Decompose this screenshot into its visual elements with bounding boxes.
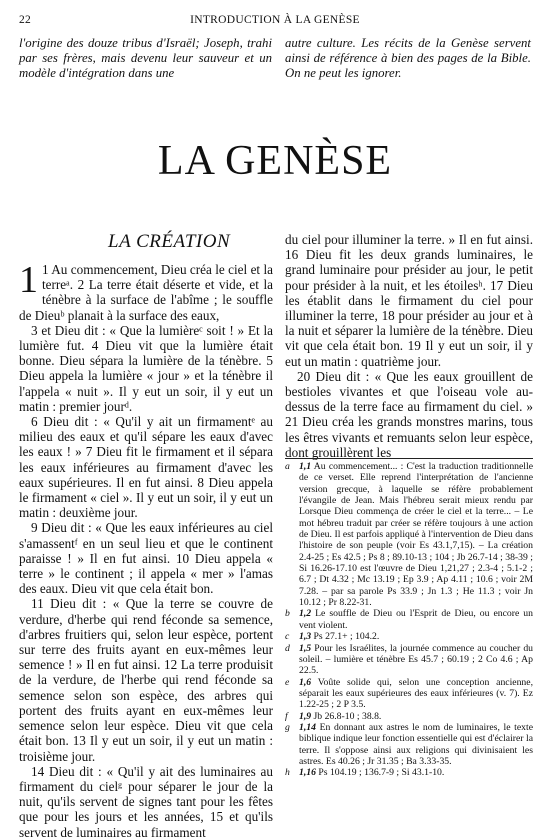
text-column-right — [285, 232, 533, 460]
verse-paragraph: 1 Au commencement, Dieu créa le ciel et la terreᵃ. 2 La terre était déserte et vide, et la ténèbre à la surface de l'abîme ; le souffle de Dieuᵇ planait à la surface des eaux, — [19, 262, 273, 323]
verse-paragraph: 9 Dieu dit : « Que les eaux inférieures au ciel s'amassentᶠ en un seul lieu et que le continent paraisse ! » Il en fut ainsi. 10 Dieu appela « terre » le continent ; il appela « mer » l'amas des eaux. Dieu vit que cela était bon. — [19, 520, 273, 597]
footnote — [285, 643, 533, 677]
footnote — [285, 677, 533, 711]
footnote-letter: f — [285, 710, 288, 722]
footnote-text: Le souffle de Dieu ou l'Esprit de Dieu, ou encore un vent violent. — [299, 608, 533, 631]
page-number: 22 — [19, 14, 32, 26]
footnote-reference: 1,16 — [299, 767, 316, 779]
intro-paragraph-left: l'origine des douze tribus d'Israël; Joseph, trahi par ses frères, mais devenu leur sauveur et un modèle d'intégration dans une — [19, 36, 272, 81]
intro-paragraph-right: autre culture. Les récits de la Genèse servent ainsi de référence à bien des pages de la Bible. On ne peut les ignorer. — [285, 36, 531, 81]
footnote-letter: h — [285, 767, 290, 779]
footnote-reference: 1,2 — [299, 608, 312, 620]
footnotes — [285, 458, 533, 779]
footnote-text: Jb 26.8-10 ; 38.8. — [313, 710, 382, 722]
verse-paragraph: 3 et Dieu dit : « Que la lumièreᶜ soit ! » Et la lumière fut. 4 Dieu vit que la lumière était bonne. Dieu sépara la lumière de la ténèbre. 5 Dieu appela la lumière « jour » et la ténèbre il l'appela « nuit ». Il y eut un soir, il y eut un matin : premier jourᵈ. — [19, 322, 273, 414]
footnote-reference: 1,5 — [299, 642, 312, 654]
footnote-letter: e — [285, 676, 290, 688]
footnote-reference: 1,14 — [299, 721, 316, 733]
footnote-reference: 1,9 — [299, 710, 312, 722]
footnote — [285, 711, 533, 722]
footnote-reference: 1,1 — [299, 461, 312, 472]
footnote-letter: b — [285, 608, 290, 620]
footnote-letter: a — [285, 461, 290, 472]
footnote-text: Ps 27.1+ ; 104.2. — [313, 631, 380, 643]
running-header — [19, 14, 531, 30]
verse-paragraph: 20 Dieu dit : « Que les eaux grouillent de bestioles vivantes et que l'oiseau vole au-dessus de la terre face au firmament du ciel. » 21 Dieu créa les grands monstres marins, tous les êtres vivants et remuants selon leur espèce, dont grouillèrent les — [285, 368, 533, 460]
footnote — [285, 461, 533, 608]
verse-paragraph: 6 Dieu dit : « Qu'il y ait un firmamentᵉ au milieu des eaux et qu'il sépare les eaux d'avec les eaux ! » 7 Dieu fit le firmament et il sépara les eaux inférieures au firmament d'avec les eaux supérieures. Il en fut ainsi. 8 Dieu appela le firmament « ciel ». Il y eut un soir, il y eut un matin : deuxième jour. — [19, 414, 273, 521]
section-heading: LA CRÉATION — [108, 231, 231, 252]
footnote-letter: c — [285, 631, 290, 643]
footnote — [285, 608, 533, 631]
verse-paragraph: du ciel pour illuminer la terre. » Il en fut ainsi. 16 Dieu fit les deux grands luminaires, le grand luminaire pour présider au jour, le petit pour présider à la nuit, et les étoilesʰ. 17 Dieu les établit dans le firmament du ciel pour illuminer la terre, 18 pour présider au jour et à la nuit et séparer la lumière de la ténèbre. Dieu vit que cela était bon. 19 Il y eut un soir, il y eut un matin : quatrième jour. — [285, 232, 533, 369]
footnote — [285, 722, 533, 767]
chapter-number: 1 — [19, 259, 38, 301]
book-title: LA GENÈSE — [157, 138, 393, 184]
footnote-text: Au commencement... : C'est la traduction traditionnelle de ce verset. Elle reprend l'interprétation de l'ancienne version grecque, à laquelle se réfère probablement l'évangile de Jean. Mais l'hébreu serait mieux rendu par Lorsque Dieu commença de créer le ciel et la terre... – Le mot hébreu traduit par créer se réfère toujours à une action de Dieu. Il est parfois appliqué à l'intervention de Dieu dans l'histoire de son peuple (voir Es 43.1,7,15). – La création 2.4-25 ; Es 42.5 ; Ps 8 ; 89.10-13 ; 104 ; Jb 26.7-14 ; 38-39 ; Si 16.26-17.10 est l'œuvre de Dieu 1,21,27 ; 2.3-4 ; 5.1-2 ; 6.7 ; Dt 4.32 ; Mc 13.19 ; Ep 3.9 ; Ap 4.11 ; 10.6 ; voir 2M 7.28. – par sa parole Ps 33.9 ; Jn 1.3 ; He 11.3 ; voir Jn 10.12 ; Pr 8.22-31. — [299, 461, 533, 609]
running-title: INTRODUCTION À LA GENÈSE — [190, 14, 360, 26]
footnote-letter: g — [285, 721, 290, 733]
footnote-text: Pour les Israélites, la journée commence au coucher du soleil. – lumière et ténèbre Es 45.7 ; 60.19 ; 2 Co 4.6 ; Ap 22.5. — [299, 642, 534, 677]
footnote — [285, 631, 533, 642]
footnote — [285, 767, 533, 778]
footnote-reference: 1,3 — [299, 631, 312, 643]
verse-paragraph: 11 Dieu dit : « Que la terre se couvre de verdure, d'herbe qui rend féconde sa semence, d'arbres fruitiers qui, selon leur espèce, portent sur terre des fruits ayant en eux-mêmes leur semence ! » Il en fut ainsi. 12 La terre produisit de la verdure, de l'herbe qui rend féconde sa semence selon son espèce, des arbres qui portent des fruits ayant en eux-mêmes leur semence selon leur espèce. Dieu vit que cela était bon. 13 Il y eut un soir, il y eut un matin : troisième jour. — [19, 596, 273, 764]
footnote-text: Voûte solide qui, selon une conception ancienne, séparait les eaux supérieures des eaux inférieures (v. 7). Ez 1.22-25 ; 2 P 3.5. — [299, 676, 533, 711]
text-column-left — [19, 259, 273, 840]
footnote-letter: d — [285, 642, 290, 654]
footnote-reference: 1,6 — [299, 676, 312, 688]
verse-paragraph: 14 Dieu dit : « Qu'il y ait des luminaires au firmament du cielᵍ pour séparer le jour de la nuit, qu'ils servent de signes tant pour les fêtes que pour les jours et les années, 15 et qu'ils servent de luminaires au firmament — [19, 763, 273, 840]
footnote-text: En donnant aux astres le nom de luminaires, le texte biblique indique leur fonction essentielle qui est d'éclairer la terre. Il s'oppose ainsi aux religions qui divinisaient les astres. Es 40.26 ; Jr 31.35 ; Ba 3.33-35. — [299, 721, 533, 767]
footnote-text: Ps 104.19 ; 136.7-9 ; Si 43.1-10. — [318, 767, 445, 779]
